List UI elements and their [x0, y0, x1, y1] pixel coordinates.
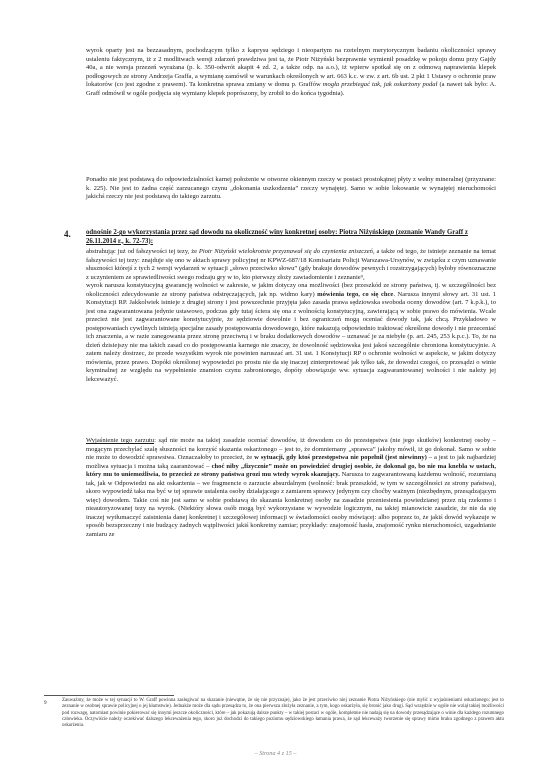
p3-italic: Piotr Niżyński wielokrotnie przyznawał się do czynienia zniszczeń — [198, 248, 373, 255]
footnote-number: 9 — [44, 700, 47, 706]
footnote-separator — [44, 695, 174, 696]
paragraph-3 — [86, 248, 496, 384]
p3-text-a: abstrahując już od fałszywości tej tezy, że — [86, 248, 198, 255]
list-item-number: 4. — [64, 229, 71, 239]
footnote-text: Zauważmy, że może w tej sytuacji to W. Graff powinna zasługiwać na skazanie (niewątne, że się nie przyznaje), jako że jest przeciwko niej zeznanie Piotra Niżyńskiego (nie mylić z wyjaśnieniami oskarżonego; jest to zeznanie w osobnej sprawie policyjnej o jej kłamstwie). Jednakże może dla sądu przesądza to, że ona pierwsza złożyła zeznanie, a tym, kogo oskarżyła, się bronić jako drugi. Sąd wszędzie w ogóle nie wziął takiej możliwości pod rozwagę, natomiast powinie pokierować się innymi jeszcze okoliczności, które – jak pokazują dalsze punkty – w takiej postaci w ogóle, kompletnie nie nadają się na dowody przesądzające o winie dla każdego rozumnego człowieka. Oczywiście należy oczekiwać dalszego lekceważenia tego, skoro już dochodzi do takiego poziomu sędziowskiego łamania prawa, że sąd lekceważy tworzenie się sprawy mimo braku zgodnego z prawem aktu oskarżenia. — [62, 698, 504, 728]
p3-bold: mówienia tego, co się chce — [317, 290, 394, 298]
p4-text-c: Narusza to zagwarantowaną każdemu wolność, rozumianą tak, jak w Odpowiedzi na akt oskarżenia – we fragmencie o zarzucie absurdalnym (wolność: brak przeszkód, w tym w szczególności ze strony państwa), skoro wypowiedź taka ma być w tej sprawie ustalenia osoby działającego z zamiarem sprawcy jedynym czy choćby ważnym (niezbędnym, przesądzającym więc) dowodem. Takie coś nie jest samo w sobie podstawą do skazania konkretnej osoby na zasadzie przeniesienia powiedzianej przez nią rzekomo i nieautoryzowanej tezy na wyrok. (Niektóry słowa osób mogą być wykorzystane w wywodzie logicznym, na takiej mianowicie zasadzie, że nie da się inaczej wytłumaczyć zaistnienia danej konkretnej i szczegółowej informacji w świadomości osoby mówiącej: albo poprzez to, że jakiś dowód wykazuje w sposób bezsprzeczny i nie budzący żadnych wątpliwości jakiś konkretny zamiar; przykłady: znajomość hasła, znajomość rynku nieruchomości, uzgadnianie zamiaru ze — [86, 471, 496, 538]
paragraph-1-italic: mogła przebiegać tak, jak oskarżony podał — [322, 81, 438, 88]
p4-bold: w sytuacji, gdy ktoś przestępstwa nie popełnił (jest niewinny) — [254, 454, 427, 461]
paragraph-4 — [86, 437, 496, 539]
paragraph-1-text: wyrok oparty jest na bezzasadnym, pochodzącym tylko z kaprysu sędziego i nieopartym na rzetelnym merytorycznym badaniu okoliczności sprawy ustaleniu faktycznym, iż z 2 modlitwach wersji zdarzeń prawdziwa jest ta, że Piotr Niżyński bezprawnie wymienił posadzkę w pokoju domu przy Gajdy 40a, a nie wersja przezeń wyrażana (p. k. 350-odwrót akapit 4 zd. 2, a także odp. na a.o.), iż wpierw spotkał się on z odmową naprawienia klepek podłogowych ze strony Andrzeja Graffa, a wymianę zamówił w warunkach określonych w art. 663 k.c. w zw. z art. 6b ust. 2 pkt 1 Ustawy o ochronie praw lokatorów (co jest zgodne z prawem). Ta konkretna sprawa zmiany w domu p. Graffów — [86, 47, 496, 88]
p3-text-b: , a także od tego, że istnieje zeznanie na temat fałszywości tej tezy: znajduje się ono w aktach sprawy policyjnej nr KPWZ-687/18 Komisariatu Policji Warszawa-Ursynów, w związku z czym uznawanie słuszności którejś z tych 2 wersji wydarzeń w sytuacji „słowo przeciwko słowu” (gdy brakuje dowodów pewnych i rozstrzygających) byłoby równoznaczne z uczynieniem ze sprawiedliwości swego rodzaju gry w to, kto pierwszy złoży zawiadomienie i zeznanie⁹, — [86, 248, 497, 281]
p3-text-c: wyrok narusza konstytucyjną gwarancję wolności w zakresie, w jakim dotyczy ona możliwości (bez przeszkód ze strony państwa, tj. w szczególności bez okoliczności zdecydowanie ze strony państwa odstręczających, jak np. widmo kary) — [86, 282, 496, 298]
page-footer: – Strona 4 z 15 – — [254, 750, 297, 757]
p4-text-a: : sąd nie może na takiej zasadzie oceniać dowodów, iż dowodem co do przestępstwa (nie jego skutków) konkretnej osoby – mogącym przechylać szalę słuszności na korzyść skazania oskarżonego – jest to, że domniemany „sprawca” jakoby mówił, iż go dokonał. Samo w sobie nie może to dowodzić sprawstwa. Oznaczałoby to przecież, że — [86, 437, 497, 461]
p3-text-d: . Narusza innymi słowy art. 31 ust. 1 Konstytucji RP. Jakkolwiek istnieje z drugiej strony i jest powszechnie przyjęta jako zasada prawa sędziowska swoboda oceny dowodów (art. 7 k.p.k.), to jest ona zagwarantowana jedynie ustawowo, podczas gdy tutaj ściera się ona z wolnością konstytucyjną, zawierającą w sobie prawo do mówienia. Wcale przecież nie jest zagwarantowane konstytucyjnie, że sędziowie dowolnie i bez ograniczeń mogą oceniać dowody tak, jak chcą. Przykładowo w postępowaniach cywilnych istnieją specjalne zasady postępowania dowodowego, które nakazują odpowiednio traktować określone dowody i nie przeceniać ich znaczenia, a w razie zanegowania przez stronę przeciwną i w braku dodatkowych dowodów – uznawać je za niebyłe (p. art. 245, 253 k.p.c.). To, że na dzień dzisiejszy nie ma takich zasad co do postępowania karnego nie znaczy, że dowolność sędziowska jest jakoś szczególnie chroniona konstytucyjnie. A zatem należy dostrzec, że przede wszystkim wyrok nie powinien naruszać art. 31 ust. 1 Konstytucji RP o ochronie wolności w aspekcie, w jakim dotyczy mówienia, przez prawo. Dopóki określonej wypowiedzi po prostu nie da się inaczej zinterpretować jak tylko tak, że dowodzi czegoś, co przesądzi o winie kryminalnej ze względu na wypełnienie znamion czynu zabronionego, dopóty obowiązuje ww. sytuacja zagwarantowanej wolności i nie należy jej lekceważyć. — [86, 290, 497, 383]
p4-bold-2: choć niby „fizycznie” może on powiedzieć drugiej osobie, że dokonał go, bo nie ma knebla w ustach, który mu to uniemożliwia, to przecież ze strony państwa grozi mu wtedy wyrok skazujący. — [86, 462, 496, 478]
p4-text-b: – a jest to jak najbardziej możliwa sytuacja i można taką zaaranżować – — [86, 454, 496, 470]
p4-label: Wyjaśnienie tego zarzutu — [86, 437, 155, 444]
paragraph-1 — [86, 47, 496, 98]
section-heading: odnośnie 2-go wykorzystania przez sąd dowodu na okoliczność winy konkretnej osoby: Piotra Niżyńskiego (zeznanie Wandy Graff z 26.11.2014 r., k. 72-73): — [86, 229, 468, 245]
paragraph-1-end: (a nawet tak było: A. Graff odmówił w ogóle podjęcia się wymiany klepek poprószony, by zrobił to do końca tygodnia). — [86, 81, 497, 97]
paragraph-2: Ponadto nie jest podstawą do odpowiedzialności karnej położenie w otworze okiennym rzeczy w postaci prostokątnej płyty z wełny mineralnej (przyznane: k. 225). Nie jest to żadna część zarzucanego czynu „dokonania uszkodzenia” rzeczy wynajętej. Samo w sobie lokowanie w wynajętej nieruchomości jakichś rzeczy nie jest podstawą do takiego zarzutu. — [86, 176, 496, 200]
